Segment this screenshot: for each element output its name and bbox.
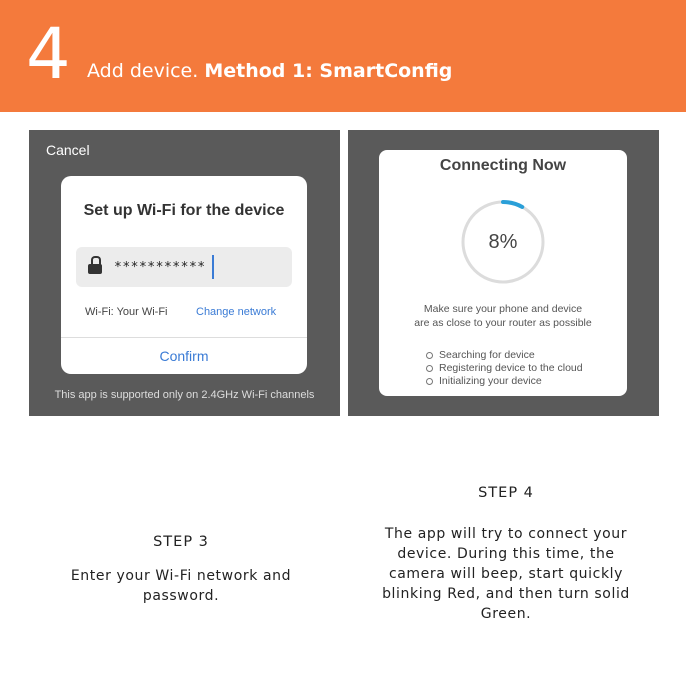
confirm-button[interactable]: Confirm [159,348,209,364]
wifi-band-note: This app is supported only on 2.4GHz Wi-Fi channels [54,389,315,401]
connecting-card [379,150,627,396]
step-3-description: Enter your Wi-Fi network and password. [70,568,292,604]
password-input[interactable] [76,247,292,287]
connection-checklist [426,349,583,388]
wifi-setup-dialog [61,176,307,374]
circle-icon [426,352,433,359]
dialog-title: Set up Wi-Fi for the device [83,202,285,219]
lock-icon [88,260,102,274]
circle-icon [426,365,433,372]
text-cursor [212,255,214,279]
list-item: Searching for device [426,349,583,362]
step-4-description: The app will try to connect your device. During this time, the camera will beep, start quickly blinking Red, and then turn solid Green. [382,526,630,622]
wifi-setup-screenshot [29,130,340,416]
header-title [87,60,452,82]
header-title-prefix: Add device. [87,60,199,82]
circle-icon [426,378,433,385]
hint-line-1: Make sure your phone and device [423,303,583,315]
proximity-hint [379,302,627,330]
connecting-title: Connecting Now [439,157,567,174]
wifi-network-label: Wi-Fi: Your Wi-Fi [85,306,168,318]
list-item: Registering device to the cloud [426,362,583,375]
step-3-block [40,532,322,606]
progress-percent: 8% [488,231,518,253]
step-4-label: STEP 4 [478,485,534,501]
list-item: Initializing your device [426,375,583,388]
password-value: *********** [114,260,206,275]
header-title-method: Method 1: SmartConfig [204,60,453,82]
step-number: 4 [26,13,71,95]
change-network-link[interactable]: Change network [196,306,277,318]
connecting-screenshot [348,130,659,416]
header-banner [0,0,686,112]
step-4-block [358,483,654,624]
step-3-label: STEP 3 [153,534,209,550]
cancel-button[interactable]: Cancel [46,142,90,158]
hint-line-2: are as close to your router as possible [414,317,592,329]
